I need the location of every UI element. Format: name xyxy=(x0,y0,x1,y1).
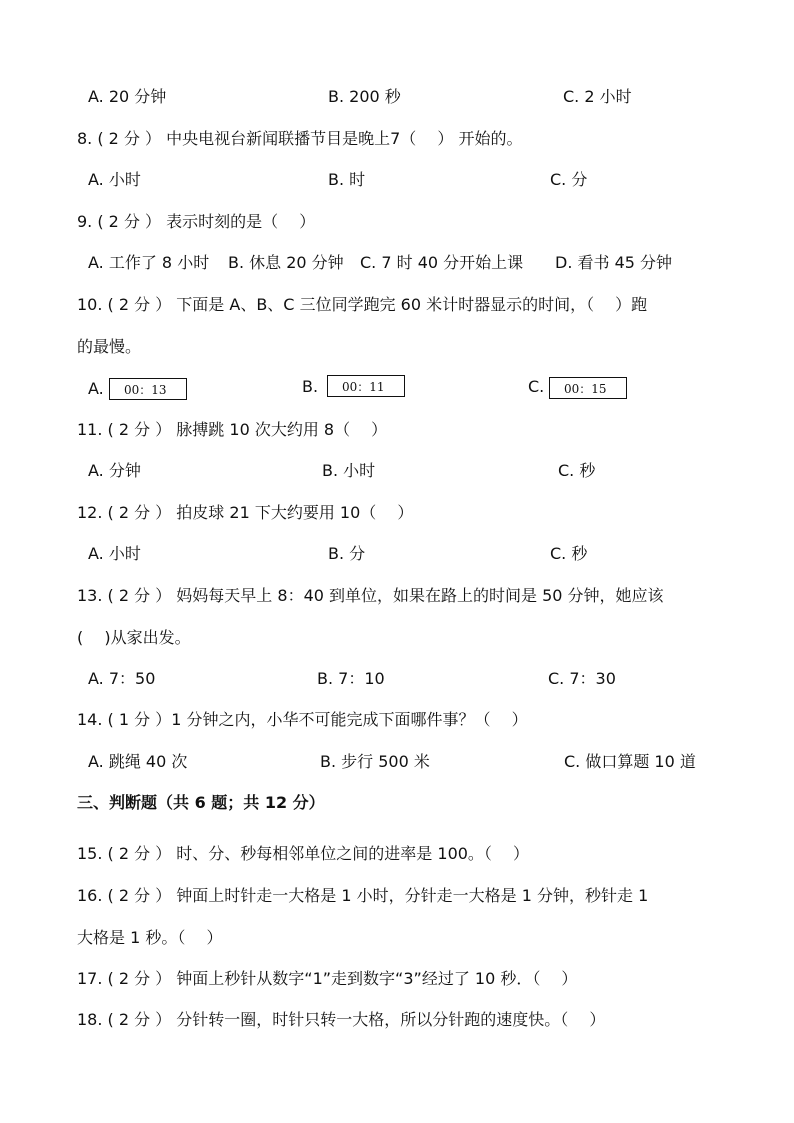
q9-option-a[interactable]: A. 工作了 8 小时 xyxy=(88,253,210,272)
q13-option-b[interactable]: B. 7：10 xyxy=(317,669,385,688)
q12-stem: 12. ( 2 分 ） 拍皮球 21 下大约要用 10（ ） xyxy=(77,503,414,522)
q8-option-a[interactable]: A. 小时 xyxy=(88,170,141,189)
q12-option-c[interactable]: C. 秒 xyxy=(550,544,588,563)
q10-option-c-timer: 00：15 xyxy=(549,377,627,399)
q9-stem: 9. ( 2 分 ） 表示时刻的是（ ） xyxy=(77,212,316,231)
q9-option-c[interactable]: C. 7 时 40 分开始上课 xyxy=(360,253,524,272)
q15-stem: 15. ( 2 分 ） 时、分、秒每相邻单位之间的进率是 100。（ ） xyxy=(77,844,530,863)
q14-option-c[interactable]: C. 做口算题 10 道 xyxy=(564,752,696,771)
q16-stem-line2: 大格是 1 秒。（ ） xyxy=(77,928,223,947)
q13-option-c[interactable]: C. 7：30 xyxy=(548,669,616,688)
q7-option-b[interactable]: B. 200 秒 xyxy=(328,87,401,106)
q11-option-b[interactable]: B. 小时 xyxy=(322,461,376,480)
q9-option-b[interactable]: B. 休息 20 分钟 xyxy=(228,253,344,272)
q14-option-b[interactable]: B. 步行 500 米 xyxy=(320,752,430,771)
q8-stem: 8. ( 2 分 ） 中央电视台新闻联播节目是晚上7（ ） 开始的。 xyxy=(77,129,523,148)
q10-option-c-label[interactable]: C. xyxy=(528,377,545,396)
q7-option-a[interactable]: A. 20 分钟 xyxy=(88,87,167,106)
q10-option-b-label[interactable]: B. xyxy=(302,377,319,396)
q16-stem-line1: 16. ( 2 分 ） 钟面上时针走一大格是 1 小时，分针走一大格是 1 分钟，秒针走 1 xyxy=(77,886,649,905)
q12-option-a[interactable]: A. 小时 xyxy=(88,544,141,563)
q8-option-b[interactable]: B. 时 xyxy=(328,170,366,189)
q11-option-c[interactable]: C. 秒 xyxy=(558,461,596,480)
q14-option-a[interactable]: A. 跳绳 40 次 xyxy=(88,752,188,771)
q13-option-a[interactable]: A. 7：50 xyxy=(88,669,156,688)
q10-option-a-label[interactable]: A. xyxy=(88,379,104,398)
q13-stem-line2: ( )从家出发。 xyxy=(77,628,191,647)
q11-stem: 11. ( 2 分 ） 脉搏跳 10 次大约用 8（ ） xyxy=(77,420,388,439)
q12-option-b[interactable]: B. 分 xyxy=(328,544,366,563)
q10-option-b-timer: 00：11 xyxy=(327,375,405,397)
q10-stem-line2: 的最慢。 xyxy=(77,337,142,356)
q17-stem: 17. ( 2 分 ） 钟面上秒针从数字“1”走到数字“3”经过了 10 秒．（ ） xyxy=(77,969,578,988)
q7-option-c[interactable]: C. 2 小时 xyxy=(563,87,632,106)
section-title-judgement: 三、判断题（共 6 题；共 12 分） xyxy=(77,793,325,812)
q10-stem-line1: 10. ( 2 分 ） 下面是 A、B、C 三位同学跑完 60 米计时器显示的时间，（ ）跑 xyxy=(77,295,648,314)
q18-stem: 18. ( 2 分 ） 分针转一圈，时针只转一大格，所以分针跑的速度快。（ ） xyxy=(77,1010,606,1029)
q8-option-c[interactable]: C. 分 xyxy=(550,170,588,189)
q11-option-a[interactable]: A. 分钟 xyxy=(88,461,141,480)
q13-stem-line1: 13. ( 2 分 ） 妈妈每天早上 8：40 到单位，如果在路上的时间是 50 分钟，她应该 xyxy=(77,586,664,605)
q9-option-d[interactable]: D. 看书 45 分钟 xyxy=(555,253,673,272)
q10-option-a-timer: 00：13 xyxy=(109,378,187,400)
q14-stem: 14. ( 1 分 ）1 分钟之内，小华不可能完成下面哪件事？（ ） xyxy=(77,710,528,729)
